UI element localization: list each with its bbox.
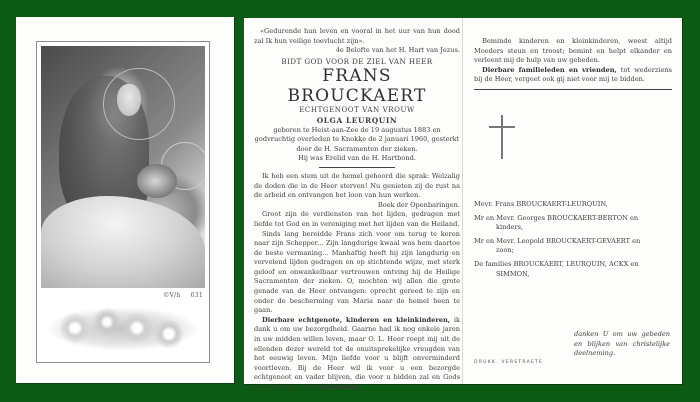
paragraph-suffering: Groot zijn de verdiensten van het lijden, gedragen met liefde tot God en in vereniging met het lijden van de Heiland. xyxy=(254,210,460,228)
picture-caption xyxy=(153,292,203,299)
mary-face xyxy=(117,84,141,116)
text-column-right xyxy=(474,18,673,365)
family-message: ik dank u om uw bezorgdheid. Gaarne had ik nog enkele jaren in uw midden willen leven, maar O. L. Heer roept mij uit de ellenden dezer wereld tot de onuitsprekelijke vreugden van het eeuwig leven. Mijn liefde voor u blijft onverminderd voortleven. Bij de Heer wil ik voor u een bezorgde echtgenoot en vader blijven, die voor u bidden zal en Gods mildste zegen over u afsmeken. xyxy=(254,315,461,391)
picture-frame xyxy=(36,41,210,363)
religious-painting xyxy=(41,46,205,288)
prayer-heading: BIDT GOD VOOR DE ZIEL VAN HEER xyxy=(281,56,433,66)
paragraph-family xyxy=(254,316,460,393)
family-list xyxy=(474,200,672,283)
paragraph-friends xyxy=(474,66,672,85)
quote-source: 4e Belofte van het H. Hart van Jezus. xyxy=(335,46,460,55)
family-line: Mevr. Frans BROUCKAERT-LEURQUIN, xyxy=(474,200,608,208)
paragraph-life: Sinds lang bereidde Frans zich voor om terug te keren naar zijn Schepper... Zijn langdurige kwaal was hem daartoe de beste vermaning... Manhaftig heeft hij zijn langdurig en vervelend lijden gedragen en op stichtende wijze, met sterk geloof en onwankelbaar vertrouwen ontving hij de Heilige Sacramenten der zieken. O, mochten wij allen die grote genade van de Heer ontvangen: oprecht gereed te zijn en onder de bescherming van Maria naar de hemel heen te gaan. xyxy=(254,229,460,315)
thanks-note: danken U om uw gebeden en blijken van christelijke deelneming. xyxy=(574,330,670,358)
spouse-name: OLGA LEURQUIN xyxy=(316,115,398,125)
family-line: De families BROUCKAERT, LEURQUIN, ACKX en SIMMON, xyxy=(474,259,639,278)
family-address: Dierbare echtgenote, kinderen en kleinkinderen, xyxy=(262,315,451,324)
caption-mark: ©V/h xyxy=(163,292,181,299)
membership: Hij was Erelid van de H. Hartbond. xyxy=(298,154,416,163)
family-line: Mr en Mevr. Leopold BROUCKAERT-GEVAERT en zoon; xyxy=(474,236,641,255)
friends-address: Dierbare familieleden en vrienden, xyxy=(482,65,617,74)
text-column-left xyxy=(254,18,460,393)
family-line: Mr en Mevr. Georges BROUCKAERT-BERTON en kinders, xyxy=(474,213,639,232)
deceased-name: FRANS BROUCKAERT xyxy=(287,66,427,107)
fold-line xyxy=(462,18,463,384)
memorial-card-front xyxy=(16,17,234,383)
christ-body xyxy=(41,196,205,288)
birth-death-info: geboren te Heist-aan-Zee de 19 augustus 1883 en godvruchtig overleden te Knokke de 2 januari 1960, gesterkt door de H. Sacramenten der zieken. xyxy=(254,125,460,153)
cross-icon xyxy=(489,115,515,159)
paragraph-children: Beminde kinderen en kleinkinderen, weest altijd Moeders steun en troost; bemint en helpt elkander en verleent mij de hulp van uw gebeden. xyxy=(474,37,672,65)
caption-number: 631 xyxy=(190,292,203,299)
flower-ornament xyxy=(47,306,199,352)
scripture: Ik heb een stem uit de hemel gehoord die sprak: Welzalig de doden die in de Heer sterven! Nu genieten zij de rust na de arbeid en ontvangen het loon van hun werken. xyxy=(254,171,460,200)
printer-credit: DRUKK. VERSTRAETE xyxy=(474,360,544,365)
friends-message: tot wederziens bij de Heer, vergeet ook gij niet voor mij te bidden. xyxy=(474,65,673,84)
memorial-card-text xyxy=(244,18,682,391)
christ-head xyxy=(137,164,177,198)
spouse-label: ECHTGENOOT VAN VROUW xyxy=(299,106,415,115)
quote: «Gedurende hun leven en vooral in het uur van hun dood zal Ik hun veilige toevlucht zijn». xyxy=(254,27,460,45)
scripture-source: Boek der Openbaringen. xyxy=(377,200,460,209)
divider xyxy=(319,167,395,168)
divider-long xyxy=(474,89,672,90)
